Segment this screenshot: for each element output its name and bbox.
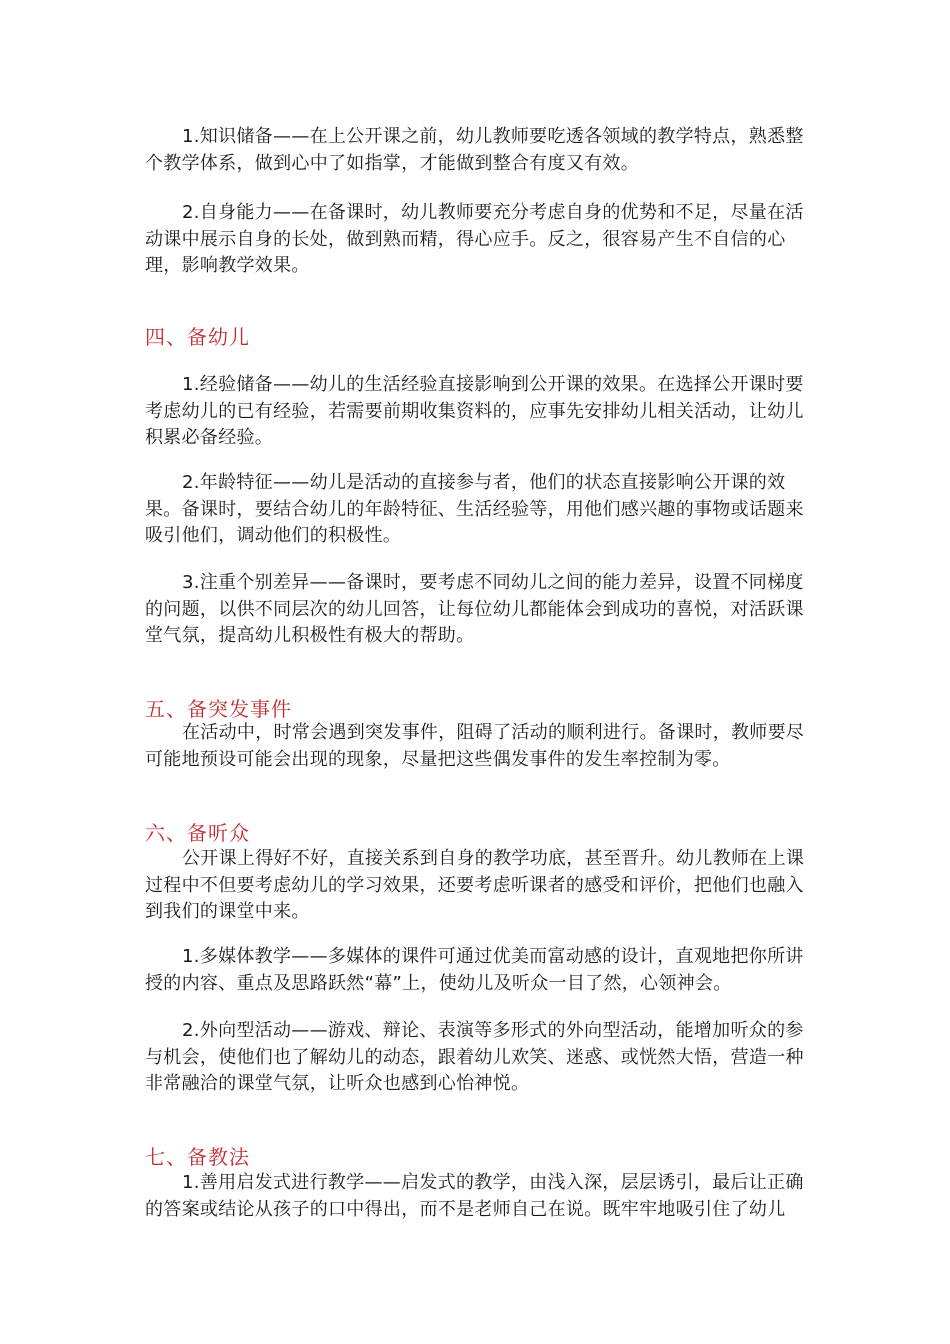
paragraph-heuristic-teaching: 1.善用启发式进行教学——启发式的教学，由浅入深，层层诱引，最后让正确的答案或结论从孩子的口中得出，而不是老师自己在说。既牢牢地吸引住了幼儿 — [145, 1172, 804, 1220]
paragraph-self-ability: 2.自身能力——在备课时，幼儿教师要充分考虑自身的优势和不足，尽量在活动课中展示自身的长处，做到熟而精，得心应手。反之，很容易产生不自信的心理，影响教学效果。 — [145, 202, 804, 276]
paragraph-emergencies: 在活动中，时常会遇到突发事件，阻碍了活动的顺利进行。备课时，教师要尽可能地预设可能会出现的现象，尽量把这些偶发事件的发生率控制为零。 — [145, 722, 805, 770]
section-heading-emergencies: 五、备突发事件 — [145, 697, 292, 721]
paragraph-knowledge-reserve: 1.知识储备——在上公开课之前，幼儿教师要吃透各领域的教学特点，熟悉整个教学体系，做到心中了如指掌，才能做到整合有度又有效。 — [145, 126, 804, 174]
paragraph-multimedia: 1.多媒体教学——多媒体的课件可通过优美而富动感的设计，直观地把你所讲授的内容、重点及思路跃然“幕”上，使幼儿及听众一目了然，心领神会。 — [145, 946, 804, 994]
paragraph-audience: 公开课上得好不好，直接关系到自身的教学功底，甚至晋升。幼儿教师在上课过程中不但要考虑幼儿的学习效果，还要考虑听课者的感受和评价，把他们也融入到我们的课堂中来。 — [145, 848, 805, 922]
section-heading-audience: 六、备听众 — [145, 821, 250, 845]
paragraph-individual-differences: 3.注重个别差异——备课时，要考虑不同幼儿之间的能力差异，设置不同梯度的问题，以供不同层次的幼儿回答，让每位幼儿都能体会到成功的喜悦，对活跃课堂气氛，提高幼儿积极性有极大的帮助。 — [145, 572, 804, 646]
paragraph-age-characteristics: 2.年龄特征——幼儿是活动的直接参与者，他们的状态直接影响公开课的效果。备课时，要结合幼儿的年龄特征、生活经验等，用他们感兴趣的事物或话题来吸引他们，调动他们的积极性。 — [145, 472, 804, 546]
section-heading-teaching-methods: 七、备教法 — [145, 1145, 250, 1169]
section-heading-children: 四、备幼儿 — [145, 325, 250, 349]
paragraph-experience-reserve: 1.经验储备——幼儿的生活经验直接影响到公开课的效果。在选择公开课时要考虑幼儿的已有经验，若需要前期收集资料的，应事先安排幼儿相关活动，让幼儿积累必备经验。 — [145, 374, 804, 448]
paragraph-outward-activities: 2.外向型活动——游戏、辩论、表演等多形式的外向型活动，能增加听众的参与机会，使他们也了解幼儿的动态，跟着幼儿欢笑、迷惑、或恍然大悟，营造一种非常融洽的课堂气氛，让听众也感到心怡神悦。 — [145, 1020, 804, 1094]
